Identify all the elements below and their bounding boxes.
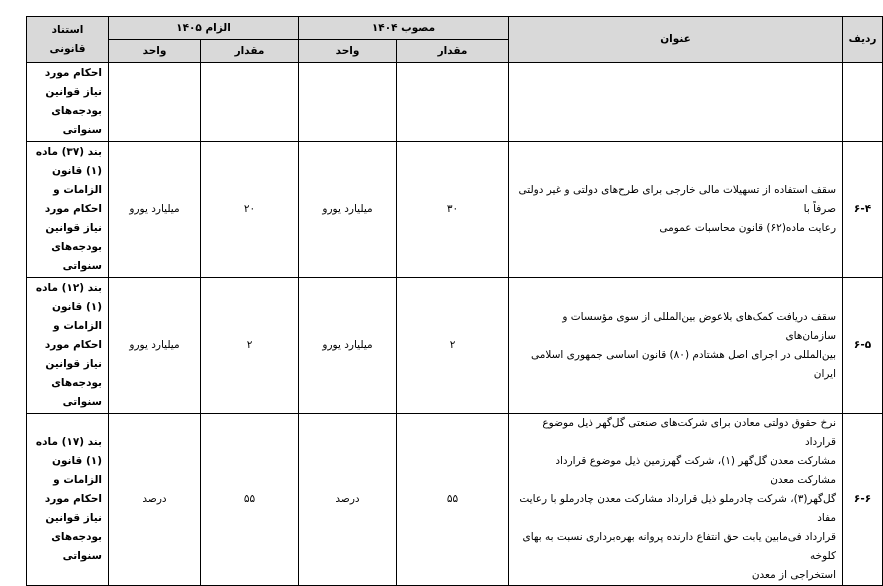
row-legal-source-line: بودجه‌های [51, 241, 102, 253]
row-approved-amount [397, 63, 509, 142]
row-legal-source-line: الزامات و [53, 184, 102, 196]
row-title-line: قرارداد فی‌مابین یابت حق انتفاع دارنده پروانه بهره‌برداری نسبت به بهای کلوخه [522, 531, 837, 562]
header-legal-source-line2: قانونی [49, 42, 86, 55]
row-required-amount: ۲۰ [201, 142, 299, 278]
row-title [509, 278, 843, 414]
row-legal-source-line: بند (۳۷) ماده [35, 146, 102, 158]
row-legal-source-line: نیاز قوانین [45, 86, 102, 98]
row-legal-source-line: (۱) قانون [52, 301, 102, 313]
row-required-amount: ۵۵ [201, 414, 299, 586]
row-legal-source-line: الزامات و [53, 474, 102, 486]
row-title-line: سقف استفاده از تسهیلات مالی خارجی برای طرح‌های دولتی و غیر دولتی صرفاً با [518, 184, 837, 215]
row-title-line: نرخ حقوق دولتی معادن برای شرکت‌های صنعتی گل‌گهر ذیل موضوع قرارداد [542, 417, 837, 448]
row-radif: ۶-۴ [843, 142, 883, 278]
row-legal-source-line: نیاز قوانین [45, 222, 102, 234]
row-title [509, 63, 843, 142]
table-row [27, 142, 883, 278]
row-required-unit [109, 63, 201, 142]
row-legal-source-line: سنواتی [62, 550, 102, 562]
row-legal-source-line: الزامات و [53, 320, 102, 332]
table-row [27, 63, 883, 142]
row-radif [843, 63, 883, 142]
row-required-unit: میلیارد یورو [109, 278, 201, 414]
row-title-line: مشارکت معدن گل‌گهر (۱)، شرکت گهرزمین ذیل موضوع قرارداد مشارکت معدن [555, 455, 837, 486]
row-legal-source-line: بودجه‌های [51, 531, 102, 543]
table-row [27, 414, 883, 586]
row-title-line: سقف دریافت کمک‌های بلاعوض بین‌المللی از سوی مؤسسات و سازمان‌های [562, 310, 837, 342]
header-required-unit: واحد [109, 40, 201, 63]
header-approved-amount: مقدار [397, 40, 509, 63]
row-legal-source-line: سنواتی [62, 124, 102, 136]
row-radif: ۶-۵ [843, 278, 883, 414]
header-title: عنوان [509, 17, 843, 63]
row-required-unit: میلیارد یورو [109, 142, 201, 278]
header-legal-source [27, 17, 109, 63]
row-legal-source-line: (۱) قانون [52, 165, 102, 177]
row-title-line: بین‌المللی در اجرای اصل هشتادم (۸۰) قانون اساسی جمهوری اسلامی ایران [530, 348, 837, 380]
row-approved-amount: ۲ [397, 278, 509, 414]
header-approved-1404: مصوب ۱۴۰۴ [299, 17, 509, 40]
row-legal-source-line: بودجه‌های [51, 377, 102, 389]
row-legal-source-line: احکام مورد [44, 339, 102, 351]
row-legal-source [27, 414, 109, 586]
row-approved-unit: میلیارد یورو [299, 142, 397, 278]
row-legal-source [27, 142, 109, 278]
header-legal-source-line1: استناد [51, 23, 84, 36]
row-legal-source-line: (۱) قانون [52, 455, 102, 467]
budget-table [26, 16, 883, 586]
row-required-amount: ۲ [201, 278, 299, 414]
row-legal-source-line: احکام مورد [44, 203, 102, 215]
row-title-line: گل‌گهر(۳)، شرکت چادرملو ذیل قرارداد مشارکت معدن چادرملو با رعایت مفاد [519, 493, 837, 524]
row-legal-source [27, 278, 109, 414]
row-legal-source-line: احکام مورد [44, 67, 102, 79]
header-required-amount: مقدار [201, 40, 299, 63]
row-legal-source-line: سنواتی [62, 260, 102, 272]
table-header [27, 17, 883, 63]
row-legal-source-line: نیاز قوانین [45, 358, 102, 370]
row-legal-source-line: بند (۱۷) ماده [35, 436, 102, 448]
row-approved-unit: درصد [299, 414, 397, 586]
row-legal-source-line: بند (۱۲) ماده [35, 282, 102, 294]
table-body [27, 63, 883, 586]
row-title [509, 414, 843, 586]
header-radif: ردیف [843, 17, 883, 63]
header-required-1405: الزام ۱۴۰۵ [109, 17, 299, 40]
row-approved-amount: ۳۰ [397, 142, 509, 278]
row-title [509, 142, 843, 278]
row-legal-source-line: احکام مورد [44, 493, 102, 505]
header-approved-unit: واحد [299, 40, 397, 63]
row-legal-source-line: بودجه‌های [51, 105, 102, 117]
row-radif: ۶-۶ [843, 414, 883, 586]
row-legal-source [27, 63, 109, 142]
row-title-line: رعایت ماده(۶۲) قانون محاسبات عمومی [659, 222, 837, 234]
row-legal-source-line: سنواتی [62, 396, 102, 408]
row-required-amount [201, 63, 299, 142]
row-approved-unit: میلیارد یورو [299, 278, 397, 414]
row-required-unit: درصد [109, 414, 201, 586]
table-row [27, 278, 883, 414]
row-approved-unit [299, 63, 397, 142]
row-title-line: استخراجی از معدن [751, 569, 837, 581]
row-approved-amount: ۵۵ [397, 414, 509, 586]
row-legal-source-line: نیاز قوانین [45, 512, 102, 524]
